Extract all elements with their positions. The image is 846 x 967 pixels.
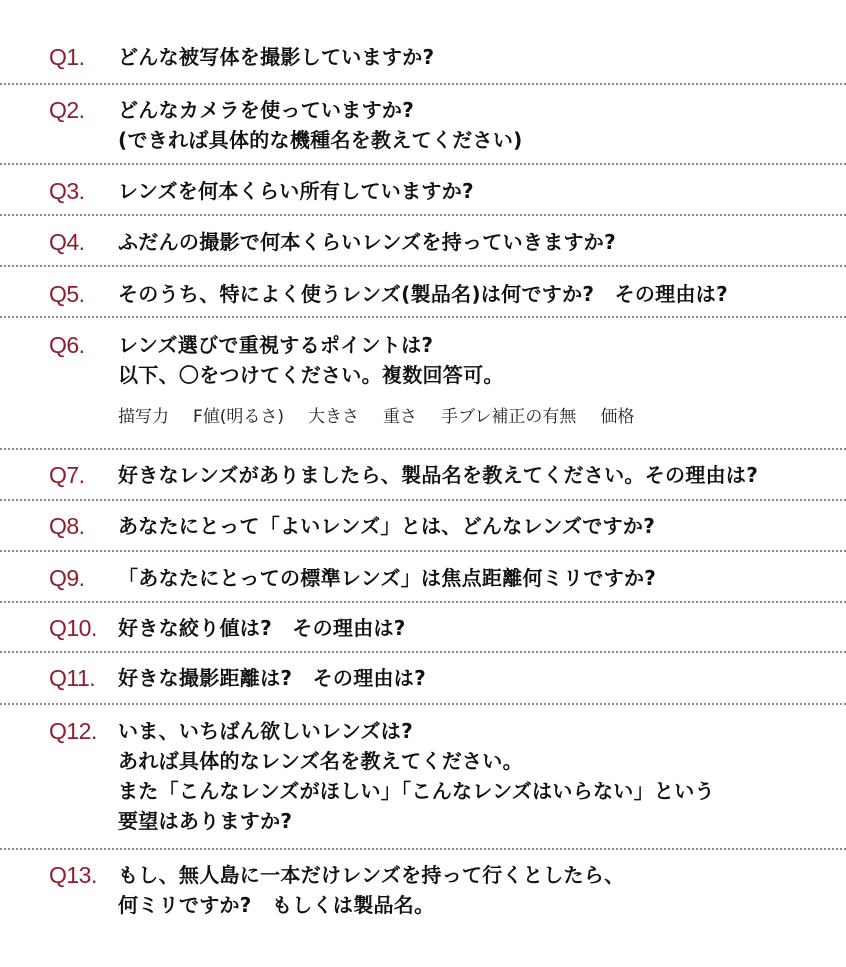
question-6 bbox=[0, 318, 846, 450]
option-size: 大きさ bbox=[308, 407, 360, 427]
option-f-value: F値(明るさ) bbox=[193, 407, 285, 427]
question-number: Q10. bbox=[49, 615, 97, 641]
question-number: Q6. bbox=[49, 332, 85, 358]
question-2 bbox=[0, 85, 846, 165]
question-text: あなたにとって「よいレンズ」とは、どんなレンズですか? bbox=[118, 514, 656, 538]
question-12 bbox=[0, 705, 846, 850]
question-7 bbox=[0, 450, 846, 501]
option-price: 価格 bbox=[600, 407, 635, 427]
question-text: 好きなレンズがありましたら、製品名を教えてください。その理由は? bbox=[118, 463, 759, 487]
question-text: (できれば具体的な機種名を教えてください) bbox=[118, 128, 523, 152]
question-text: ふだんの撮影で何本くらいレンズを持っていきますか? bbox=[118, 230, 617, 254]
question-text: そのうち、特によく使うレンズ(製品名)は何ですか? その理由は? bbox=[118, 282, 728, 306]
question-number: Q4. bbox=[49, 229, 85, 255]
question-text: 以下、〇をつけてください。複数回答可。 bbox=[118, 363, 504, 387]
option-weight: 重さ bbox=[383, 407, 418, 427]
question-text: あれば具体的なレンズ名を教えてください。 bbox=[118, 749, 523, 773]
option-stabilization: 手ブレ補正の有無 bbox=[441, 407, 577, 427]
question-text: また「こんなレンズがほしい」「こんなレンズはいらない」という bbox=[118, 779, 715, 803]
question-13 bbox=[0, 850, 846, 940]
question-number: Q3. bbox=[49, 178, 85, 204]
question-number: Q11. bbox=[49, 665, 96, 691]
question-number: Q9. bbox=[49, 565, 85, 591]
question-text: レンズを何本くらい所有していますか? bbox=[118, 179, 474, 203]
question-text: 「あなたにとっての標準レンズ」は焦点距離何ミリですか? bbox=[118, 566, 657, 590]
question-number: Q8. bbox=[49, 513, 85, 539]
question-text: もし、無人島に一本だけレンズを持って行くとしたら、 bbox=[118, 863, 625, 887]
question-text: 何ミリですか? もしくは製品名。 bbox=[118, 893, 435, 917]
question-9 bbox=[0, 552, 846, 603]
question-number: Q5. bbox=[49, 281, 85, 307]
option-list bbox=[118, 406, 846, 428]
question-text: いま、いちばん欲しいレンズは? bbox=[118, 719, 414, 743]
question-11 bbox=[0, 653, 846, 705]
question-text: 好きな絞り値は? その理由は? bbox=[118, 616, 406, 640]
question-number: Q13. bbox=[49, 862, 97, 888]
questionnaire-list bbox=[0, 34, 846, 940]
question-4 bbox=[0, 216, 846, 267]
question-text: どんなカメラを使っていますか? bbox=[118, 98, 415, 122]
question-number: Q12. bbox=[49, 718, 97, 744]
question-1 bbox=[0, 34, 846, 85]
question-number: Q2. bbox=[49, 97, 85, 123]
question-text: 要望はありますか? bbox=[118, 809, 293, 833]
question-10 bbox=[0, 603, 846, 653]
question-number: Q7. bbox=[49, 462, 85, 488]
question-5 bbox=[0, 267, 846, 318]
question-3 bbox=[0, 165, 846, 216]
question-text: 好きな撮影距離は? その理由は? bbox=[118, 666, 427, 690]
question-text: レンズ選びで重視するポイントは? bbox=[118, 333, 434, 357]
question-text: どんな被写体を撮影していますか? bbox=[118, 45, 435, 69]
question-number: Q1. bbox=[49, 44, 85, 70]
option-rendering: 描写力 bbox=[118, 407, 169, 427]
question-8 bbox=[0, 501, 846, 552]
